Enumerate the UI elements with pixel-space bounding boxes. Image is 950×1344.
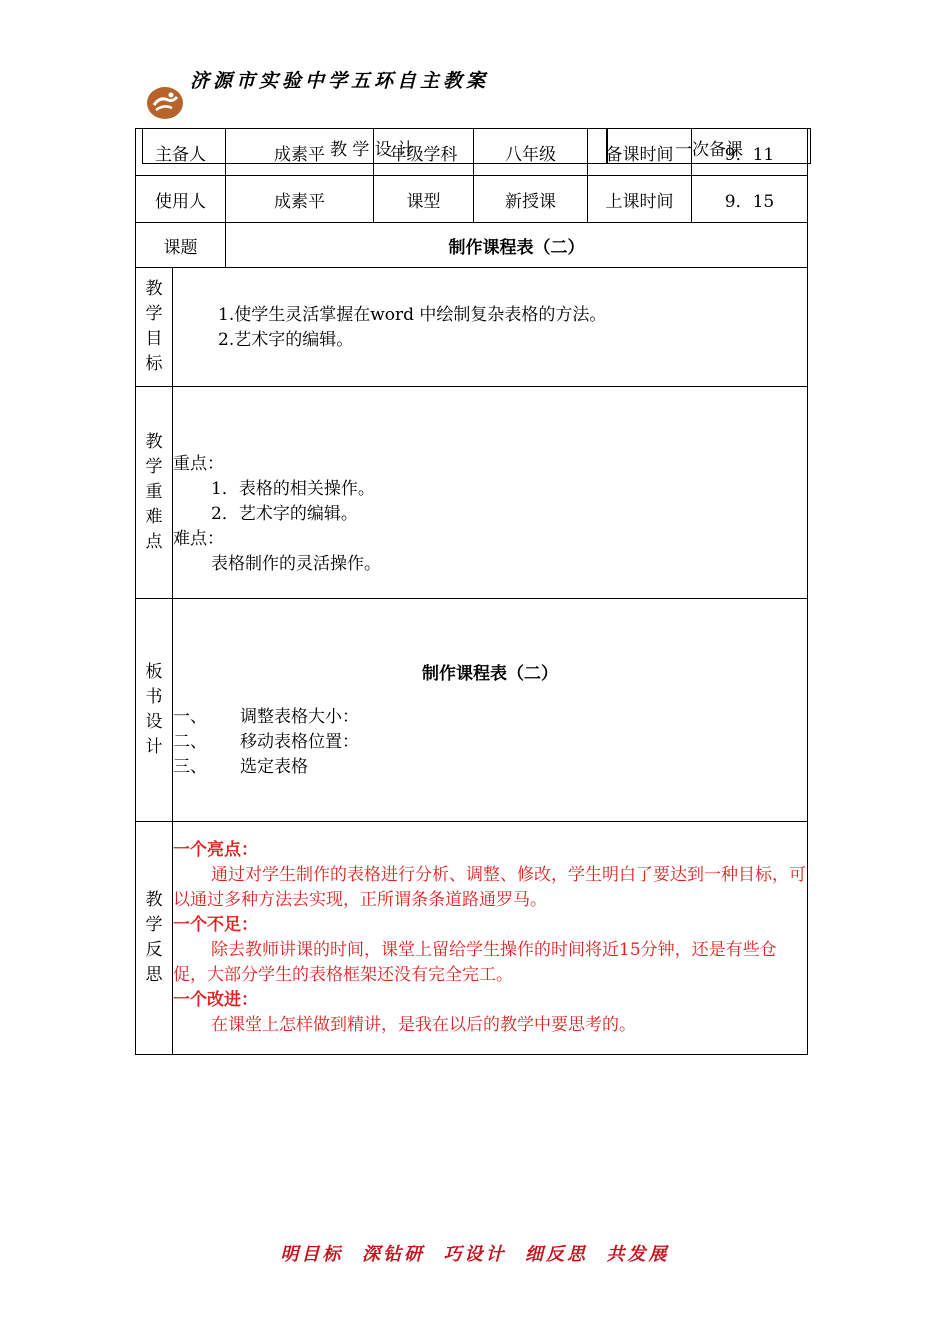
design-overlay-label: 教 学 设 计 — [330, 140, 415, 160]
board-item: 二、 移动表格位置： — [173, 732, 359, 752]
info-row-2 — [136, 176, 808, 223]
board-label: 板 书 设 计 — [136, 599, 173, 822]
goal-item: 1.使学生灵活掌握在word 中绘制复杂表格的方法。 — [218, 304, 607, 325]
grade-value: 八年级 — [474, 129, 588, 176]
difficult-item: 表格制作的灵活操作。 — [211, 553, 381, 574]
school-logo-icon — [146, 86, 184, 120]
reflection-label: 教 学 反 思 — [136, 822, 173, 1055]
key-points-content — [173, 387, 808, 599]
board-item: 三、 选定表格 — [173, 757, 308, 777]
grade-subject-label: 年级学科 — [374, 129, 474, 176]
topic-row — [136, 223, 808, 268]
reflection-row — [136, 822, 808, 1055]
highlight-heading: 一个亮点： — [173, 840, 258, 860]
class-time-label: 上课时间 — [588, 176, 692, 223]
school-title: 济源市实验中学五环自主教案 — [190, 70, 490, 92]
user-label: 使用人 — [136, 176, 226, 223]
key-heading: 重点： — [173, 453, 224, 474]
board-item: 一、 调整表格大小： — [173, 707, 359, 727]
improve-text: 在课堂上怎样做到精讲，是我在以后的教学中要思考的。 — [211, 1015, 636, 1035]
highlight-text: 通过对学生制作的表格进行分析、调整、修改，学生明白了要达到一种目标，可以通过多种方法去实现，正所谓条条道路通罗马。 — [173, 865, 806, 910]
topic-label: 课题 — [136, 223, 226, 268]
goals-row — [136, 268, 808, 387]
preparer-value: 成素平 — [226, 129, 374, 176]
difficult-heading: 难点： — [173, 528, 224, 549]
key-points-label: 教 学 重 难 点 — [136, 387, 173, 599]
goals-content — [173, 268, 808, 387]
prep-time-value: 9．11 — [692, 129, 808, 176]
preparer-label: 主备人 — [136, 129, 226, 176]
board-title: 制作课程表（二） — [422, 664, 558, 684]
lesson-plan-table — [135, 128, 808, 1055]
goals-label: 教 学 目 标 — [136, 268, 173, 387]
type-label: 课型 — [374, 176, 474, 223]
prep-overlay-label: 一次备课 — [675, 140, 743, 160]
improve-heading: 一个改进： — [173, 990, 258, 1010]
shortcoming-heading: 一个不足： — [173, 915, 258, 935]
prep-time-label: 备课时间 — [588, 129, 692, 176]
key-item: 1．表格的相关操作。 — [211, 478, 375, 499]
board-content — [173, 599, 808, 822]
type-value: 新授课 — [474, 176, 588, 223]
reflection-content — [173, 822, 808, 1055]
goal-item: 2.艺术字的编辑。 — [218, 329, 354, 350]
board-row — [136, 599, 808, 822]
key-item: 2．艺术字的编辑。 — [211, 503, 358, 524]
key-points-row — [136, 387, 808, 599]
user-value: 成素平 — [226, 176, 374, 223]
footer-motto: 明目标 深钻研 巧设计 细反思 共发展 — [280, 1244, 670, 1265]
class-time-value: 9．15 — [692, 176, 808, 223]
shortcoming-text: 除去教师讲课的时间，课堂上留给学生操作的时间将近15分钟，还是有些仓促，大部分学生的表格框架还没有完全完工。 — [173, 940, 777, 985]
topic-value: 制作课程表（二） — [226, 223, 808, 268]
